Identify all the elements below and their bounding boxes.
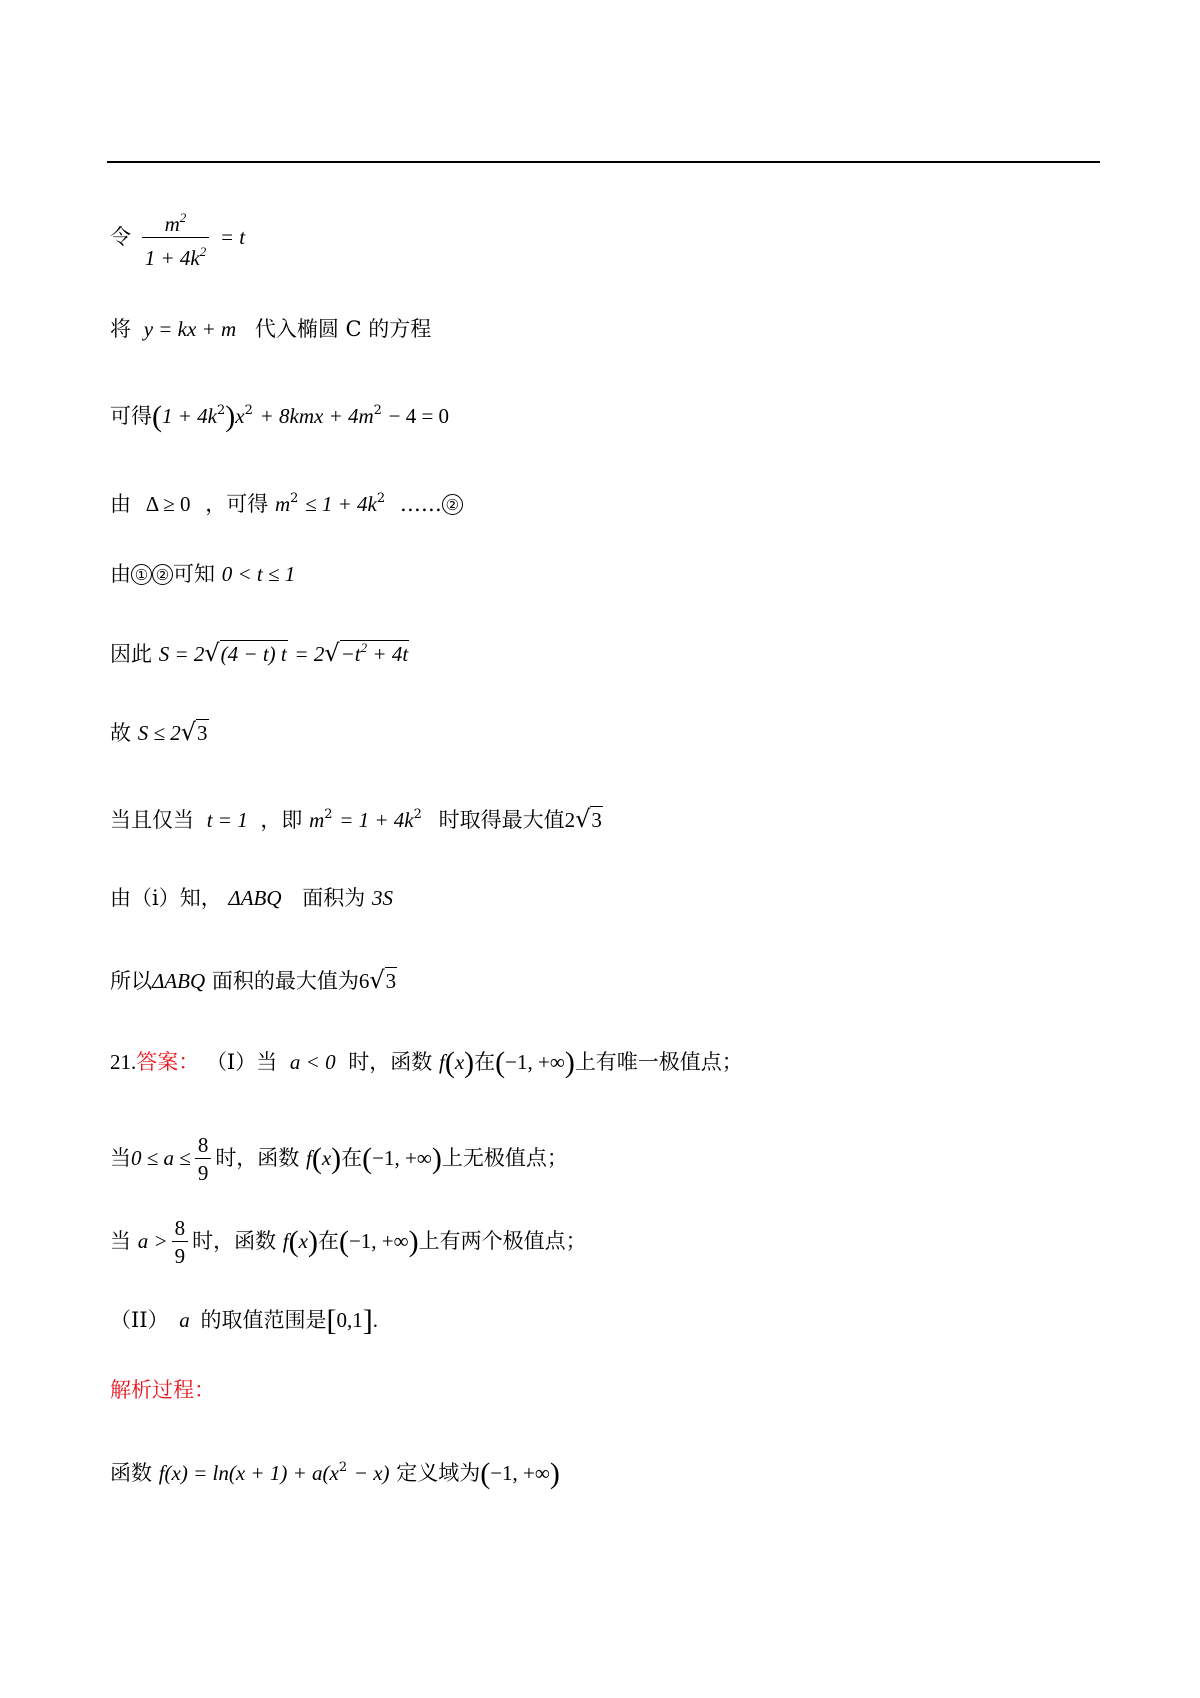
line-2 [110, 315, 431, 343]
numerator: m [164, 212, 180, 236]
circled-two: ② [152, 564, 173, 585]
line-13: 当 a > $\frac{8}{9}$ 时，函数 f(x)在(−1, +∞)上有两个极值点； [110, 1216, 587, 1268]
text: ，即 [260, 808, 303, 832]
line-12: 当0 ≤ a ≤ $\frac{8}{9}$ 时，函数 f(x)在(−1, +∞)上无极值点； [110, 1133, 568, 1185]
text: 上无极值点； [441, 1146, 568, 1170]
text: 当 [110, 1229, 131, 1253]
superscript: 2 [338, 1460, 348, 1475]
sqrt-icon: √ [575, 805, 591, 833]
text: 定义域为 [396, 1461, 481, 1485]
expr: f(x) = ln(x + 1) + a(x [158, 1461, 339, 1485]
var: m [274, 492, 291, 516]
radicand [340, 640, 410, 666]
text: ，可得 [205, 492, 269, 516]
expr: = 2 [294, 642, 325, 666]
radicand: 3 [591, 808, 602, 832]
text: 可得 [110, 404, 152, 428]
inequality: S ≤ 2 [137, 721, 181, 745]
dots: …… [399, 492, 442, 516]
line-6 [110, 634, 409, 668]
expr: x [235, 404, 245, 428]
arg: x [298, 1229, 308, 1253]
superscript: 2 [244, 403, 253, 418]
expr: S = 2 [158, 642, 205, 666]
interval: −1, +∞ [505, 1050, 565, 1074]
paren: ) [225, 400, 236, 433]
text: 在 [341, 1146, 363, 1170]
superscript: 2 [373, 403, 382, 418]
denominator: 9 [195, 1158, 212, 1187]
superscript: 2 [179, 210, 187, 225]
text: 时取得最大值 [438, 808, 565, 832]
interval: −1, +∞ [372, 1146, 432, 1170]
triangle-label: ΔABQ [152, 969, 206, 993]
triangle-label: ΔABQ [228, 886, 282, 910]
text: （II） [110, 1308, 169, 1332]
text: 可知 [173, 562, 215, 586]
fraction [195, 1132, 212, 1187]
fraction [172, 1215, 189, 1270]
text: 故 [110, 721, 131, 745]
text: 函数 [110, 1461, 152, 1485]
radicand: 3 [197, 721, 208, 745]
question-number: 21. [110, 1050, 137, 1074]
value: 3S [371, 886, 393, 910]
line-16: 函数 $f(x) = \ln(x + 1) + a(x^2 - x)$ 定义域为(−1, +∞) [110, 1457, 560, 1490]
expr: − x) [353, 1461, 390, 1485]
text: 面积的最大值为 [211, 969, 359, 993]
text: 所以 [110, 969, 152, 993]
answer-label: 答案： [136, 1050, 200, 1074]
text: 由（i）知， [110, 886, 222, 910]
sqrt-icon: √ [324, 639, 340, 667]
text: 在 [474, 1050, 496, 1074]
superscript: 2 [413, 807, 422, 822]
denominator: 1 + 4k [144, 246, 200, 270]
superscript: 2 [290, 491, 299, 506]
paren: ( [152, 400, 162, 433]
arg: x [454, 1050, 465, 1074]
expr: − 4 = 0 [388, 404, 450, 428]
func: f [438, 1050, 445, 1074]
value: 2 [564, 808, 576, 832]
line-3 [110, 397, 449, 431]
func: f [282, 1229, 289, 1253]
text: 当 [110, 1146, 131, 1170]
equation: y = kx + m [143, 317, 237, 341]
condition: 0 ≤ a ≤ [131, 1146, 191, 1170]
text: （I）当 [205, 1050, 278, 1074]
text: 的取值范围是 [200, 1308, 327, 1332]
line-15 [110, 1376, 215, 1404]
period: . [372, 1308, 378, 1332]
expr: + 8kmx + 4m [259, 404, 374, 428]
interval: −1, +∞ [348, 1229, 409, 1253]
text: 上有唯一极值点； [574, 1050, 743, 1074]
line-1 [110, 205, 245, 272]
text: 代入椭圆 C 的方程 [254, 317, 432, 341]
condition: Δ ≥ 0 [145, 492, 191, 516]
text: 时，函数 [348, 1050, 433, 1074]
line-5 [110, 560, 295, 588]
numerator: 8 [197, 1133, 209, 1157]
line-11: 21.答案： （I）当 a < 0 时，函数 f(x)在(−1, +∞)上有唯一极值点； [110, 1046, 743, 1079]
text: 将 [110, 317, 131, 341]
text: 时，函数 [215, 1146, 300, 1170]
line-10 [110, 966, 397, 995]
superscript: 2 [199, 244, 207, 259]
range: 0,1 [336, 1308, 363, 1332]
text: 时，函数 [192, 1229, 277, 1253]
text: 由 [110, 492, 131, 516]
text: 当且仅当 [110, 808, 194, 832]
equation-rhs: = t [219, 225, 246, 249]
sqrt-icon: √ [369, 966, 385, 994]
line-9 [110, 884, 393, 912]
sqrt-icon: √ [204, 639, 220, 667]
header-rule [107, 161, 1100, 163]
expr: 1 + 4k [162, 404, 217, 428]
expr: + 4t [372, 642, 409, 666]
text: 面积为 [302, 886, 366, 910]
condition: a < 0 [289, 1050, 336, 1074]
line-14: （II） a 的取值范围是[0,1]. [110, 1304, 378, 1337]
value: 6 [358, 969, 370, 993]
analysis-label: 解析过程： [110, 1378, 215, 1402]
superscript: 2 [217, 403, 226, 418]
denominator: 9 [172, 1241, 189, 1270]
text: 由 [110, 562, 131, 586]
text: 在 [317, 1229, 339, 1253]
arg: x [321, 1146, 332, 1170]
radicand: (4 − t) t [220, 642, 287, 666]
line-8 [110, 801, 603, 834]
superscript: 2 [376, 491, 386, 506]
var: m [309, 808, 325, 832]
superscript: 2 [324, 807, 333, 822]
func: f [306, 1146, 312, 1170]
inequality: 0 < t ≤ 1 [221, 562, 296, 586]
line-7 [110, 718, 209, 747]
fraction [142, 205, 210, 272]
sqrt-icon: √ [180, 718, 197, 746]
line-4 [110, 485, 463, 518]
circled-one: ① [131, 564, 152, 585]
expr: ≤ 1 + 4k [305, 492, 377, 516]
condition: t = 1 [206, 808, 248, 832]
interval: −1, +∞ [490, 1461, 550, 1485]
superscript: 2 [360, 640, 368, 655]
text: 令 [110, 225, 131, 249]
condition: a > [137, 1229, 168, 1253]
expr: = 1 + 4k [339, 808, 414, 832]
circled-two: ② [442, 494, 463, 515]
radicand: 3 [385, 969, 397, 993]
text: 上有两个极值点； [418, 1229, 587, 1253]
numerator: 8 [174, 1216, 186, 1240]
expr: −t [340, 642, 361, 666]
var: a [179, 1308, 190, 1332]
text: 因此 [110, 642, 152, 666]
